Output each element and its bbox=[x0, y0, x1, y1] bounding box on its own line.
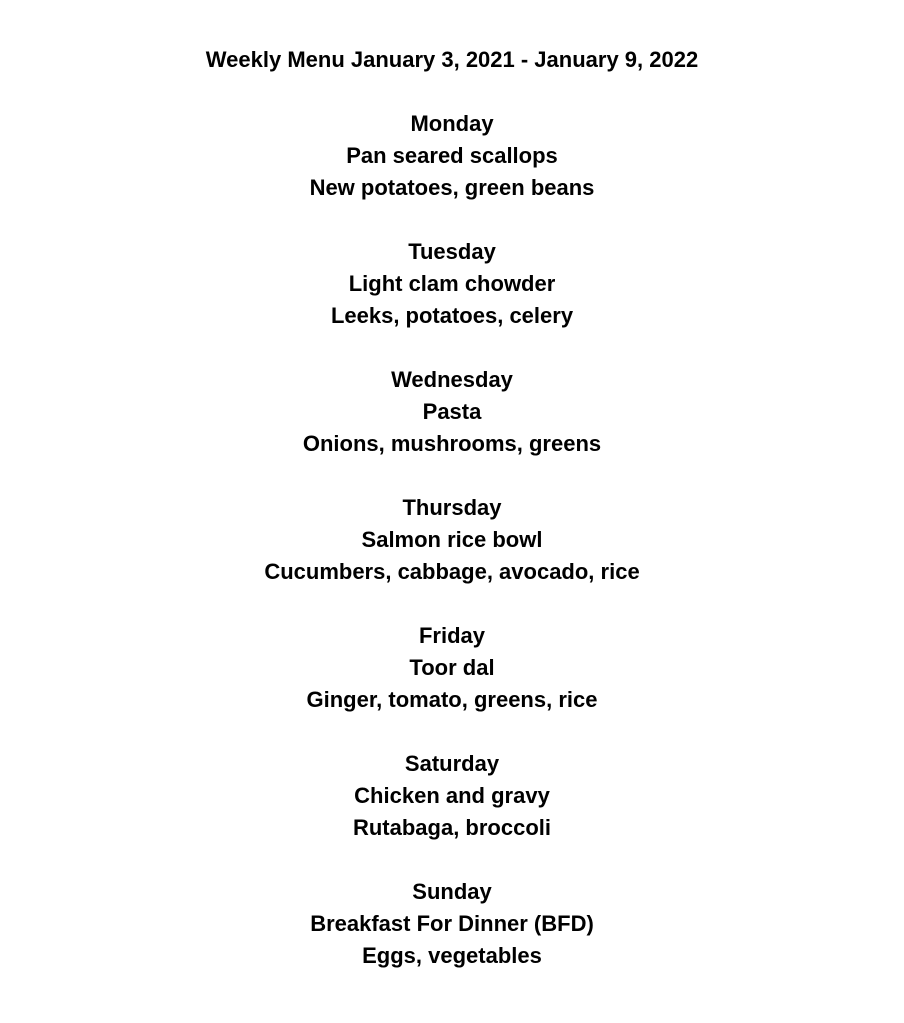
day-name: Wednesday bbox=[391, 367, 513, 392]
dish-sides: Eggs, vegetables bbox=[362, 943, 542, 968]
day-name: Sunday bbox=[412, 879, 492, 904]
dish-sides: Ginger, tomato, greens, rice bbox=[306, 687, 598, 712]
day-sunday bbox=[0, 876, 904, 972]
day-name: Tuesday bbox=[408, 239, 496, 264]
day-saturday bbox=[0, 748, 904, 844]
day-name: Monday bbox=[410, 111, 494, 136]
day-name: Thursday bbox=[402, 495, 502, 520]
dish-name: Breakfast For Dinner (BFD) bbox=[310, 911, 594, 936]
day-monday bbox=[0, 108, 904, 204]
day-wednesday bbox=[0, 364, 904, 460]
day-thursday bbox=[0, 492, 904, 588]
day-friday bbox=[0, 620, 904, 716]
day-tuesday bbox=[0, 236, 904, 332]
day-list bbox=[0, 108, 904, 972]
dish-name: Chicken and gravy bbox=[354, 783, 550, 808]
dish-name: Pan seared scallops bbox=[346, 143, 558, 168]
dish-name: Salmon rice bowl bbox=[361, 527, 543, 552]
dish-sides: Cucumbers, cabbage, avocado, rice bbox=[264, 559, 640, 584]
dish-sides: New potatoes, green beans bbox=[309, 175, 595, 200]
menu-title: Weekly Menu January 3, 2021 - January 9, 2022 bbox=[205, 47, 699, 72]
dish-sides: Leeks, potatoes, celery bbox=[330, 303, 574, 328]
day-name: Friday bbox=[418, 623, 486, 648]
dish-sides: Rutabaga, broccoli bbox=[352, 815, 552, 840]
dish-name: Light clam chowder bbox=[348, 271, 556, 296]
dish-name: Toor dal bbox=[409, 655, 495, 680]
dish-sides: Onions, mushrooms, greens bbox=[302, 431, 602, 456]
day-name: Saturday bbox=[404, 751, 500, 776]
dish-name: Pasta bbox=[422, 399, 482, 424]
